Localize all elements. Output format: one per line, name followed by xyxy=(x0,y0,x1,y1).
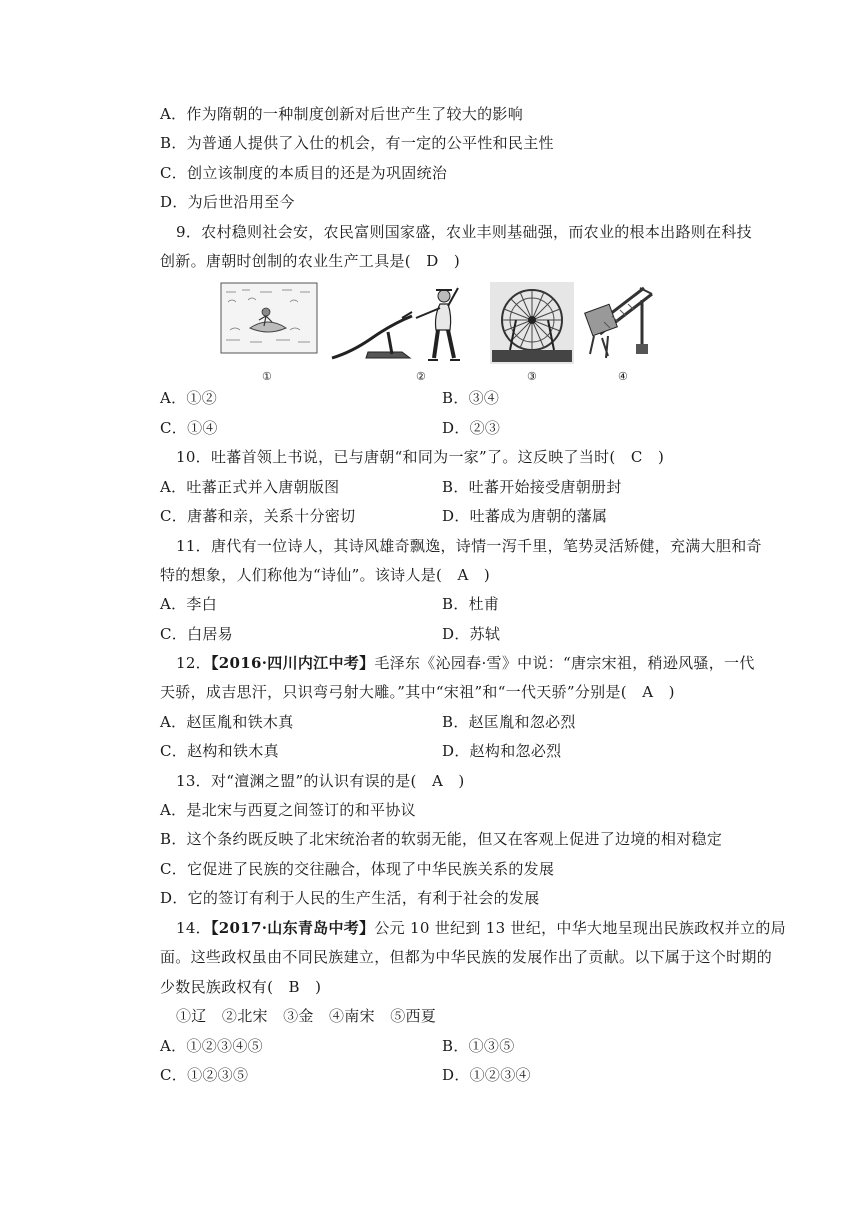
q11-stem-line1: 11．唐代有一位诗人，其诗风雄奇飘逸，诗情一泻千里，笔势灵活矫健，充满大胆和奇 xyxy=(176,537,762,555)
q9-option-c: C．①④ xyxy=(160,419,218,437)
q12-number: 12． xyxy=(176,654,211,672)
q12-option-a: A．赵匡胤和铁木真 xyxy=(160,713,294,731)
q8-option-d: D．为后世沿用至今 xyxy=(160,193,295,211)
q14-option-d: D．①②③④ xyxy=(442,1066,531,1084)
q13-option-d: D．它的签订有利于人民的生产生活，有利于社会的发展 xyxy=(160,889,540,907)
figure-4-treadle-pump xyxy=(584,282,660,368)
figure-3-label: ③ xyxy=(527,370,537,383)
q12-source-tag: 【2016·四川内江中考】 xyxy=(211,654,375,672)
q11-stem-line2: 特的想象，人们称他为“诗仙”。该诗人是( A ) xyxy=(160,566,491,584)
q12-stem-text: 毛泽东《沁园春·雪》中说：“唐宗宋祖，稍逊风骚，一代 xyxy=(374,654,755,672)
q8-option-c: C．创立该制度的本质目的还是为巩固统治 xyxy=(160,164,448,182)
figure-1-label: ① xyxy=(262,370,272,383)
q10-option-d: D．吐蕃成为唐朝的藩属 xyxy=(442,507,608,525)
q12-option-b: B．赵匡胤和忽必烈 xyxy=(442,713,576,731)
q14-option-a: A．①②③④⑤ xyxy=(160,1037,263,1055)
q14-stem-line1 xyxy=(176,918,786,938)
q11-option-b: B．杜甫 xyxy=(442,595,500,613)
q11-option-c: C．白居易 xyxy=(160,625,233,643)
q9-option-b: B．③④ xyxy=(442,389,500,407)
figure-1-farming-sketch xyxy=(220,282,318,354)
q11-option-a: A．李白 xyxy=(160,595,218,613)
figure-2-curved-plow xyxy=(328,282,468,368)
q8-option-a: A．作为隋朝的一种制度创新对后世产生了较大的影响 xyxy=(160,105,524,123)
q14-stem-line3: 少数民族政权有( B ) xyxy=(160,978,322,996)
q12-option-d: D．赵构和忽必烈 xyxy=(442,742,562,760)
q14-option-b: B．①③⑤ xyxy=(442,1037,515,1055)
figure-4-label: ④ xyxy=(618,370,628,383)
q12-stem-line2: 天骄，成吉思汗，只识弯弓射大雕。”其中“宋祖”和“一代天骄”分别是( A ) xyxy=(160,683,675,701)
q12-option-c: C．赵构和铁木真 xyxy=(160,742,279,760)
q9-stem-line1: 9．农村稳则社会安，农民富则国家盛，农业丰则基础强，而农业的根本出路则在科技 xyxy=(176,223,752,241)
q8-option-b: B．为普通人提供了入仕的机会，有一定的公平性和民主性 xyxy=(160,134,554,152)
q13-stem: 13．对“澶渊之盟”的认识有误的是( A ) xyxy=(176,772,465,790)
q9-option-a: A．①② xyxy=(160,389,218,407)
q14-stem-text: 公元 10 世纪到 13 世纪，中华大地呈现出民族政权并立的局 xyxy=(374,919,786,937)
q14-stem-line2: 面。这些政权虽由不同民族建立，但都为中华民族的发展作出了贡献。以下属于这个时期的 xyxy=(160,948,773,966)
q11-option-d: D．苏轼 xyxy=(442,625,501,643)
q14-items: ①辽 ②北宋 ③金 ④南宋 ⑤西夏 xyxy=(176,1007,437,1025)
q13-option-c: C．它促进了民族的交往融合，体现了中华民族关系的发展 xyxy=(160,860,555,878)
q14-source-tag: 【2017·山东青岛中考】 xyxy=(211,919,375,937)
q13-option-b: B．这个条约既反映了北宋统治者的软弱无能，但又在客观上促进了边境的相对稳定 xyxy=(160,830,723,848)
q10-option-b: B．吐蕃开始接受唐朝册封 xyxy=(442,478,622,496)
q10-stem: 10．吐蕃首领上书说，已与唐朝“和同为一家”了。这反映了当时( C ) xyxy=(176,448,665,466)
q10-option-a: A．吐蕃正式并入唐朝版图 xyxy=(160,478,340,496)
q12-stem-line1 xyxy=(176,653,755,673)
q9-figure-row xyxy=(220,282,640,384)
q9-option-d: D．②③ xyxy=(442,419,501,437)
q10-option-c: C．唐蕃和亲，关系十分密切 xyxy=(160,507,356,525)
q14-number: 14． xyxy=(176,919,211,937)
figure-3-water-wheel xyxy=(490,282,574,364)
q14-option-c: C．①②③⑤ xyxy=(160,1066,249,1084)
figure-2-label: ② xyxy=(416,370,426,383)
q13-option-a: A．是北宋与西夏之间签订的和平协议 xyxy=(160,801,416,819)
q9-stem-line2: 创新。唐朝时创制的农业生产工具是( D ) xyxy=(160,252,461,270)
